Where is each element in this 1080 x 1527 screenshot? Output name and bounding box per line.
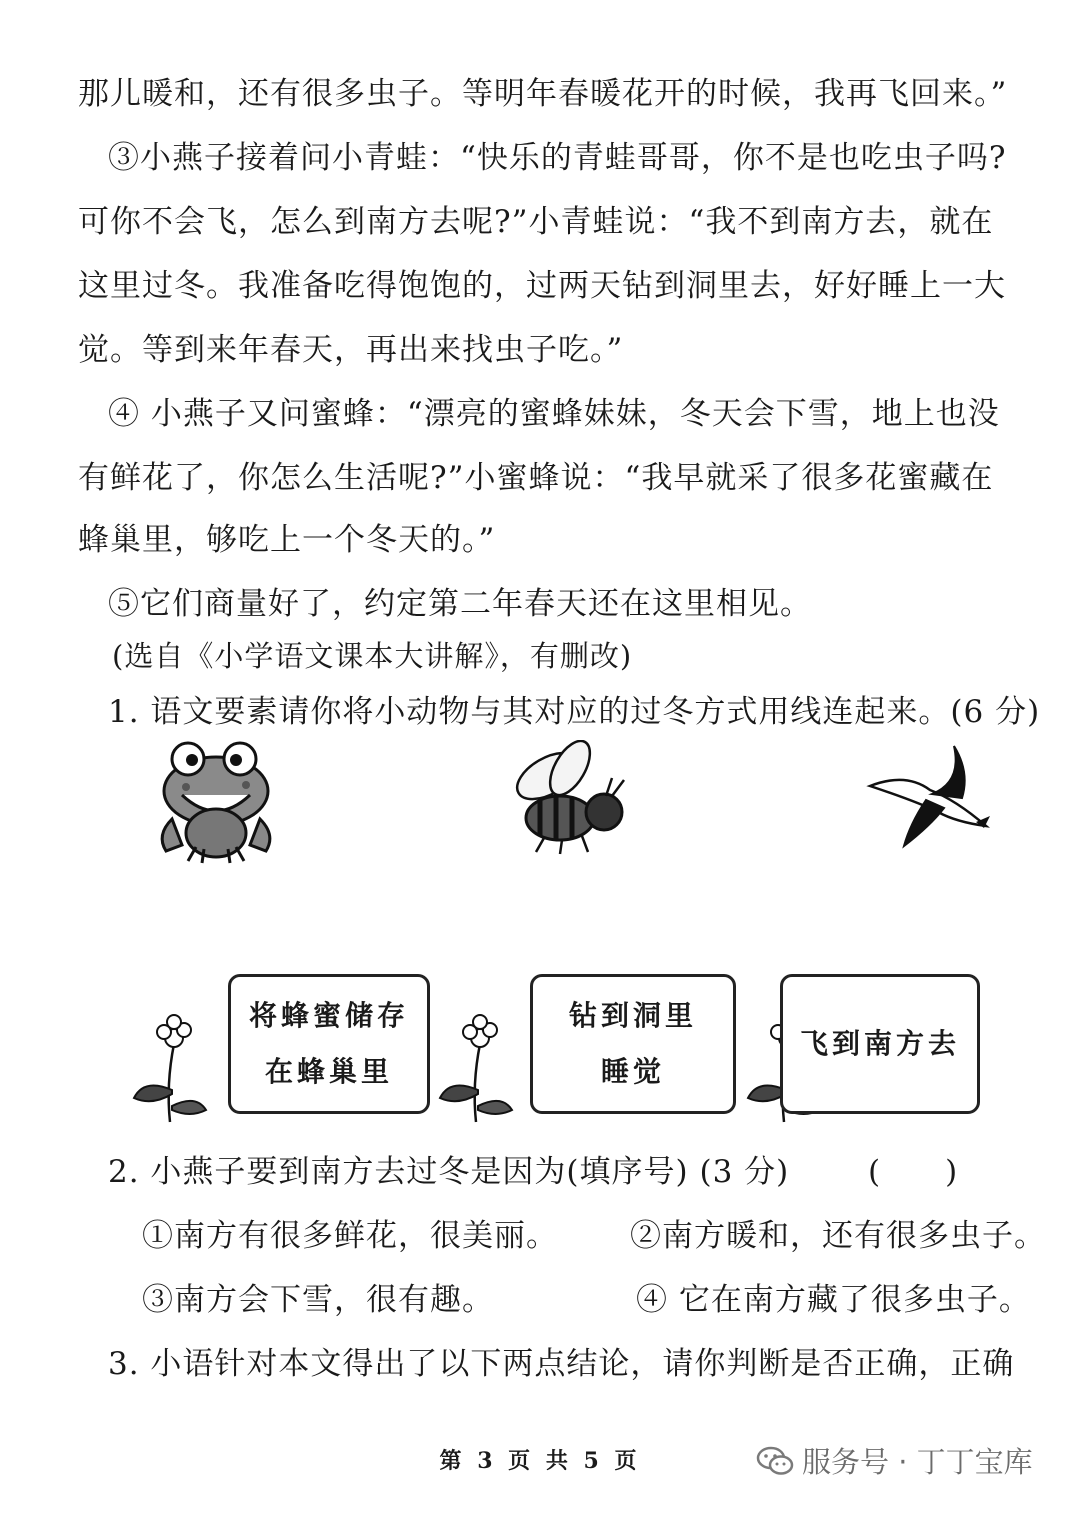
option-3: ③南方会下雪，很有趣。 (142, 1282, 494, 1318)
passage-paragraph-5: ⑤它们商量好了，约定第二年春天还在这里相见。 (108, 586, 812, 622)
swallow-icon (866, 742, 992, 850)
passage-line: 可你不会飞，怎么到南方去呢?”小青蛙说：“我不到南方去，就在 (78, 204, 994, 240)
passage-line: 那儿暖和，还有很多虫子。等明年春暖花开的时候，我再飞回来。” (78, 76, 1008, 112)
answer-card-box (228, 974, 430, 1114)
passage-paragraph-3-start: ③小燕子接着问小青蛙：“快乐的青蛙哥哥，你不是也吃虫子吗? (108, 140, 1007, 176)
flower-icon (130, 1014, 210, 1124)
question-3-stem: 3. 小语针对本文得出了以下两点结论，请你判断是否正确，正确 (108, 1346, 1015, 1382)
passage-line: 蜂巢里，够吃上一个冬天的。” (78, 522, 496, 558)
answer-card-hole[interactable] (436, 974, 736, 1114)
answer-card-text: 睡觉 (600, 1055, 665, 1088)
answer-card-box (530, 974, 736, 1114)
passage-line: 这里过冬。我准备吃得饱饱的，过两天钻到洞里去，好好睡上一大 (78, 268, 1006, 304)
watermark (756, 1440, 1033, 1481)
frog-icon (152, 735, 280, 865)
answer-blank[interactable]: ( ) (868, 1154, 959, 1190)
watermark-text: 服务号 · 丁丁宝库 (802, 1445, 1033, 1479)
answer-card-box (780, 974, 980, 1114)
passage-line: 有鲜花了，你怎么生活呢?”小蜜蜂说：“我早就采了很多花蜜藏在 (78, 460, 994, 496)
answer-card-text: 在蜂巢里 (264, 1055, 393, 1088)
bee-icon (500, 740, 635, 855)
answer-card-south[interactable] (744, 974, 980, 1114)
page-number: 第 3 页 共 5 页 (439, 1448, 641, 1474)
question-2-stem: 2. 小燕子要到南方去过冬是因为(填序号) (3 分) (108, 1154, 790, 1190)
passage-line: 觉。等到来年春天，再出来找虫子吃。” (78, 332, 624, 368)
passage-paragraph-4-start: ④ 小燕子又问蜜蜂：“漂亮的蜜蜂妹妹，冬天会下雪，地上也没 (108, 396, 1000, 432)
wechat-icon (756, 1445, 794, 1477)
option-1: ①南方有很多鲜花，很美丽。 (142, 1218, 558, 1254)
option-2: ②南方暖和，还有很多虫子。 (630, 1218, 1046, 1254)
answer-card-honey[interactable] (130, 974, 430, 1114)
question-1-stem: 1. 语文要素请你将小动物与其对应的过冬方式用线连起来。(6 分) (108, 694, 1041, 730)
option-4: ④ 它在南方藏了很多虫子。 (636, 1282, 1031, 1318)
answer-card-text: 将蜂蜜储存 (248, 999, 409, 1032)
answer-card-text: 飞到南方去 (799, 1027, 960, 1060)
flower-icon (436, 1014, 516, 1124)
passage-source: (选自《小学语文课本大讲解》，有删改) (112, 639, 633, 673)
answer-card-text: 钻到洞里 (568, 999, 697, 1032)
